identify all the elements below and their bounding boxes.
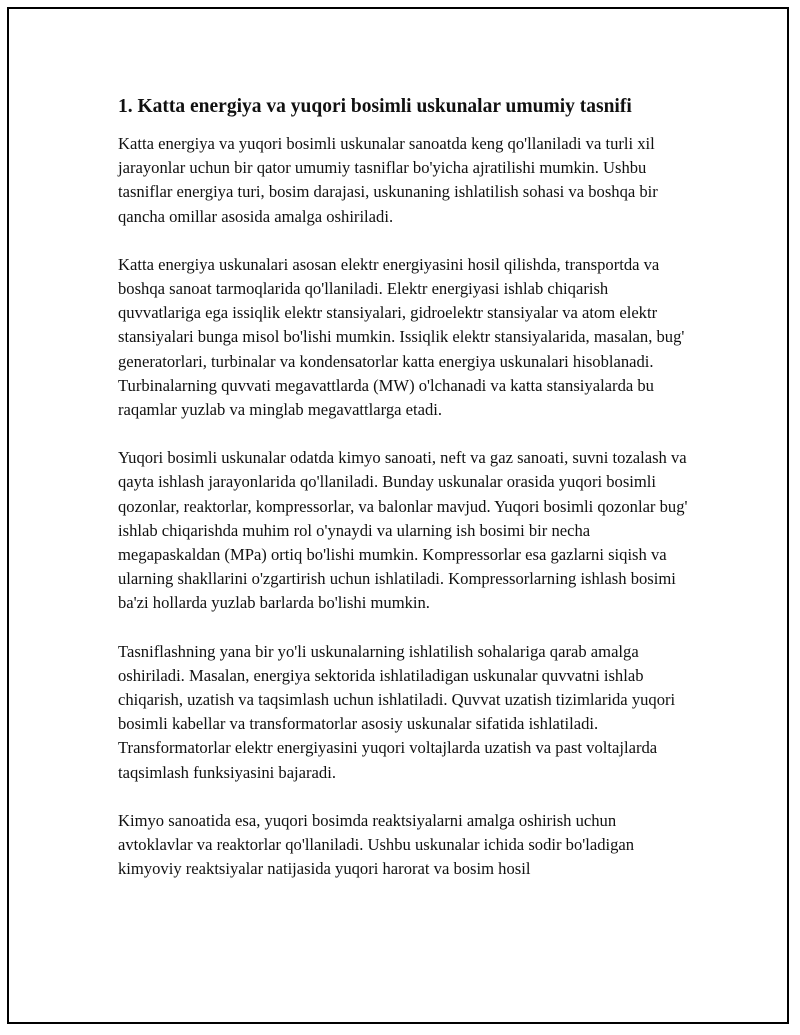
paragraph-3: Yuqori bosimli uskunalar odatda kimyo sanoati, neft va gaz sanoati, suvni tozalash va qayta ishlash jarayonlarida qo'llaniladi. Bunday uskunalar orasida yuqori bosimli qozonlar, reaktorlar, kompressorlar, va balonlar mavjud. Yuqori bosimli qozonlar bug' ishlab chiqarishda muhim rol o'ynaydi va ularning ish bosimi bir necha megapaskaldan (MPa) ortiq bo'lishi mumkin. Kompressorlar esa gazlarni siqish va ularning shakllarini o'zgartirish uchun ishlatiladi. Kompressorlarning ishlash bosimi ba'zi hollarda yuzlab barlarda bo'lishi mumkin.	[118, 448, 688, 613]
document-body	[118, 94, 693, 905]
paragraph-5: Kimyo sanoatida esa, yuqori bosimda reaktsiyalarni amalga oshirish uchun avtoklavlar va reaktorlar qo'llaniladi. Ushbu uskunalar ichida sodir bo'ladigan kimyoviy reaktsiyalar natijasida yuqori harorat va bosim hosil	[118, 810, 635, 879]
paragraph-2: Katta energiya uskunalari asosan elektr energiyasini hosil qilishda, transportda va boshqa sanoat tarmoqlarida qo'llaniladi. Elektr energiyasi ishlab chiqarish quvvatlariga ega issiqlik elektr stansiyalari, gidroelektr stansiyalar va atom elektr stansiyalari bunga misol bo'lishi mumkin. Issiqlik elektr stansiyalarida, masalan, bug' generatorlari, turbinalar va kondensatorlar katta energiya uskunalari hisoblanadi. Turbinalarning quvvati megavattlarda (MW) o'lchanadi va katta stansiyalarda bu raqamlar yuzlab va minglab megavattlarga etadi.	[118, 254, 685, 420]
paragraph-4: Tasniflashning yana bir yo'li uskunalarning ishlatilish sohalariga qarab amalga oshiriladi. Masalan, energiya sektorida ishlatiladigan uskunalar quvvatni ishlab chiqarish, uzatish va taqsimlash uchun ishlatiladi. Quvvat uzatish tizimlarida yuqori bosimli kabellar va transformatorlar asosiy uskunalar sifatida ishlatiladi. Transformatorlar elektr energiyasini yuqori voltajlarda uzatish va past voltajlarda taqsimlash funksiyasini bajaradi.	[118, 641, 676, 782]
section-heading: 1. Katta energiya va yuqori bosimli uskunalar umumiy tasnifi	[118, 96, 632, 117]
paragraph-1: Katta energiya va yuqori bosimli uskunalar sanoatda keng qo'llaniladi va turli xil jarayonlar uchun bir qator umumiy tasniflar bo'yicha ajratilishi mumkin. Ushbu tasniflar energiya turi, bosim darajasi, uskunaning ishlatilish sohasi va boshqa bir qancha omillar asosida amalga oshiriladi.	[118, 134, 658, 226]
